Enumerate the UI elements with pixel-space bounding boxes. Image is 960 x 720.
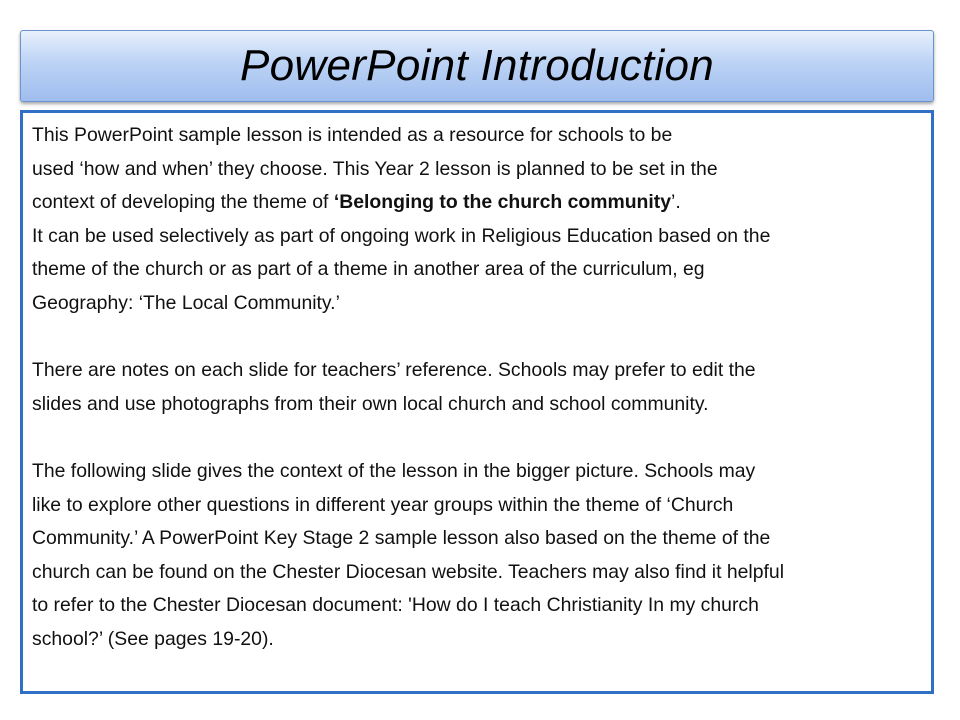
notes-paragraph (32, 354, 922, 421)
text-line: church can be found on the Chester Diocesan website. Teachers may also find it helpful (32, 560, 785, 583)
text-line: to refer to the Chester Diocesan document: 'How do I teach Christianity In my church (32, 594, 759, 617)
slide-title-box (20, 30, 934, 102)
slide-title: PowerPoint Introduction (239, 41, 715, 90)
text-line: It can be used selectively as part of ongoing work in Religious Education based on the (32, 224, 771, 247)
context-paragraph (32, 455, 922, 657)
paragraph-spacer (32, 321, 922, 355)
theme-name-bold: ‘Belonging to the church community (333, 191, 672, 214)
text-line: school?’ (See pages 19-20). (32, 627, 274, 650)
text-line: The following slide gives the context of the lesson in the bigger picture. Schools may (32, 459, 756, 482)
text-run: ’. (671, 191, 681, 214)
text-line: theme of the church or as part of a theme in another area of the curriculum, eg (32, 258, 705, 281)
text-line: Community.’ A PowerPoint Key Stage 2 sample lesson also based on the theme of the (32, 527, 771, 550)
text-line: like to explore other questions in different year groups within the theme of ‘Church (32, 493, 734, 516)
text-line: Geography: ‘The Local Community.’ (32, 291, 340, 314)
text-line: used ‘how and when’ they choose. This Year 2 lesson is planned to be set in the (32, 157, 718, 180)
slide-content-box (20, 110, 934, 694)
text-line: slides and use photographs from their own local church and school community. (32, 392, 709, 415)
text-line: This PowerPoint sample lesson is intended as a resource for schools to be (32, 124, 673, 146)
text-run: context of developing the theme of (32, 191, 334, 214)
text-line (32, 186, 922, 220)
intro-paragraph (32, 119, 922, 321)
paragraph-spacer (32, 421, 922, 455)
text-line: There are notes on each slide for teachers’ reference. Schools may prefer to edit the (32, 359, 756, 382)
